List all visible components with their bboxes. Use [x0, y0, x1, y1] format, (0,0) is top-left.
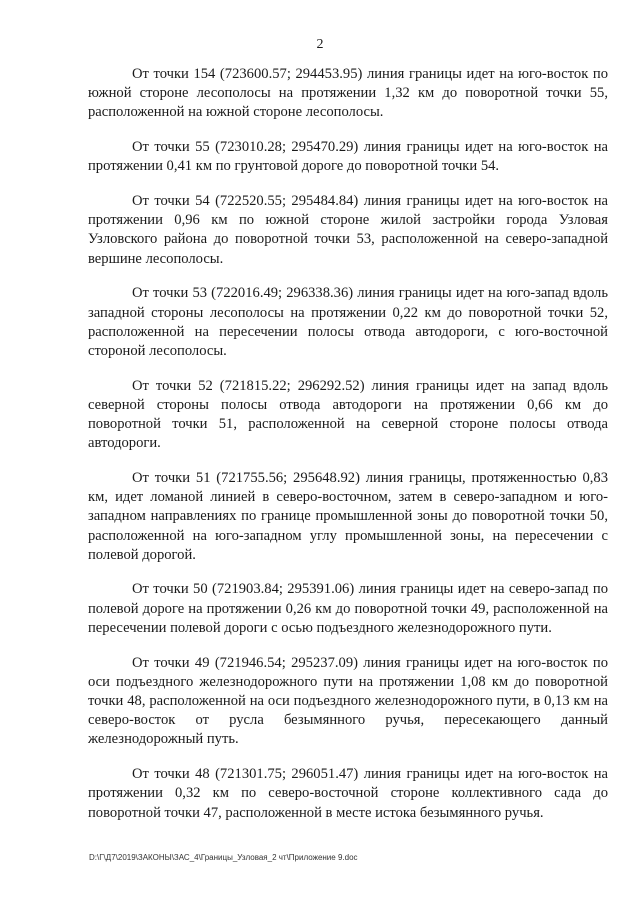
paragraph-point-154: От точки 154 (723600.57; 294453.95) линия границы идет на юго-восток по южной стороне лесополосы на протяжении 1,32 км до поворотной точки 55, расположенной на южной стороне лесополосы. — [88, 66, 608, 121]
document-body — [88, 65, 608, 838]
paragraph-point-52: От точки 52 (721815.22; 296292.52) линия границы идет на запад вдоль северной стороны полосы отвода автодороги на протяжении 0,66 км до поворотной точки 51, расположенной на северной стороне полосы отвода автодороги. — [88, 377, 608, 452]
paragraph-point-53: От точки 53 (722016.49; 296338.36) линия границы идет на юго-запад вдоль западной стороны лесополосы на протяжении 0,22 км до поворотной точки 52, расположенной на пересечении полосы отвода автодороги, с юго-восточной стороной лесополосы. — [88, 285, 608, 359]
paragraph-point-51: От точки 51 (721755.56; 295648.92) линия границы, протяженностью 0,83 км, идет ломаной линией в северо-восточном, затем в северо-западном и юго-западном направлениях по границе промышленной зоны до поворотной точки 50, расположенной на юго-западном углу промышленной зоны, на пересечении с полевой дорогой. — [88, 469, 608, 563]
footer-file-path: D:\Г\Д7\2019\ЗАКОНЫ\ЗАС_4\Границы_Узловая_2 чт\Приложение 9.doc — [89, 853, 358, 862]
paragraph-point-50: От точки 50 (721903.84; 295391.06) линия границы идет на северо-запад по полевой дороге на протяжении 0,26 км до поворотной точки 49, расположенной на пересечении полевой дороги с осью подъездного железнодорожного пути. — [88, 581, 608, 636]
paragraph-point-54: От точки 54 (722520.55; 295484.84) линия границы идет на юго-восток на протяжении 0,96 км по южной стороне жилой застройки города Узловая Узловского района до поворотной точки 53, расположенной на северо-западной вершине лесополосы. — [88, 193, 608, 267]
paragraph-point-48: От точки 48 (721301.75; 296051.47) линия границы идет на юго-восток на протяжении 0,32 км по северо-восточной стороне коллективного сада до поворотной точки 47, расположенной в месте истока безымянного ручья. — [88, 766, 608, 821]
page-number: 2 — [316, 37, 324, 52]
paragraph-point-49: От точки 49 (721946.54; 295237.09) линия границы идет на юго-восток по оси подъездного железнодорожного пути на протяжении 1,08 км до поворотной точки 48, расположенной на оси подъездного железнодорожного пути, в 0,13 км на северо-восток от русла безымянного ручья, пересекающего данный железнодорожный путь. — [88, 654, 608, 748]
paragraph-point-55: От точки 55 (723010.28; 295470.29) линия границы идет на юго-восток на протяжении 0,41 км по грунтовой дороге до поворотной точки 54. — [88, 139, 608, 175]
